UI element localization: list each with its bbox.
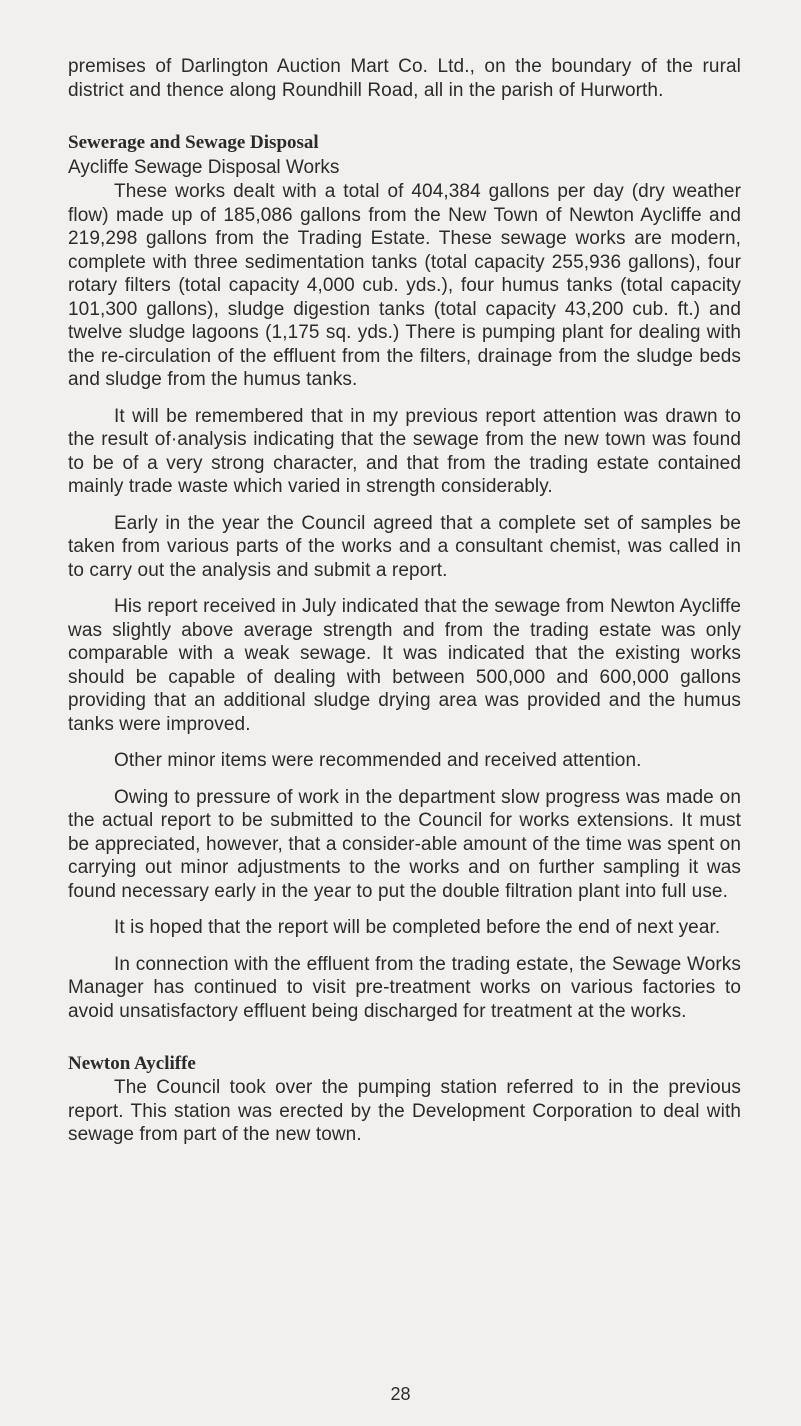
intro-paragraph: premises of Darlington Auction Mart Co. Ltd., on the boundary of the rural district and thence along Roundhill Road, all in the parish of Hurworth. [68, 56, 741, 101]
subsection-heading: Aycliffe Sewage Disposal Works [68, 157, 340, 178]
body-paragraph: It will be remembered that in my previous report attention was drawn to the result of·analysis indicating that the sewage from the new town was found to be of a very strong character, and that from the trading estate contained mainly trade waste which varied in strength considerably. [68, 405, 741, 497]
newton-heading: Newton Aycliffe [68, 1053, 196, 1074]
section-heading: Sewerage and Sewage Disposal [68, 132, 319, 153]
body-paragraph: In connection with the effluent from the trading estate, the Sewage Works Manager has continued to visit pre-treatment works on various factories to avoid unsatisfactory effluent being discharged for treatment at the works. [68, 953, 741, 1022]
page-number: 28 [390, 1384, 411, 1404]
newton-paragraph: The Council took over the pumping station referred to in the previous report. This station was erected by the Development Corporation to deal with sewage from part of the new town. [68, 1077, 741, 1145]
body-paragraph: His report received in July indicated that the sewage from Newton Aycliffe was slightly above average strength and from the trading estate was only comparable with a weak sewage. It was indicated that the existing works should be capable of dealing with between 500,000 and 600,000 gallons providing that an additional sludge drying area was provided and the humus tanks were improved. [68, 596, 741, 735]
body-paragraph: These works dealt with a total of 404,384 gallons per day (dry weather flow) made up of 185,086 gallons from the New Town of Newton Aycliffe and 219,298 gallons from the Trading Estate. These sewage works are modern, complete with three sedimentation tanks (total capacity 255,936 gallons), four rotary filters (total capacity 4,000 cub. yds.), four humus tanks (total capacity 101,300 gallons), sludge digestion tanks (total capacity 43,200 cub. ft.) and twelve sludge lagoons (1,175 sq. yds.) There is pumping plant for dealing with the re-circulation of the effluent from the filters, drainage from the sludge beds and sludge from the humus tanks. [68, 181, 741, 390]
body-paragraph: Early in the year the Council agreed that a complete set of samples be taken from various parts of the works and a consultant chemist, was called in to carry out the analysis and submit a report. [68, 512, 741, 581]
body-paragraph: It is hoped that the report will be completed before the end of next year. [114, 917, 721, 938]
body-paragraph: Other minor items were recommended and received attention. [114, 750, 642, 771]
body-paragraph: Owing to pressure of work in the department slow progress was made on the actual report to be submitted to the Council for works extensions. It must be appreciated, however, that a consider-able amount of the time was spent on carrying out minor adjustments to the works and on further sampling it was found necessary early in the year to put the double filtration plant into full use. [68, 786, 741, 902]
